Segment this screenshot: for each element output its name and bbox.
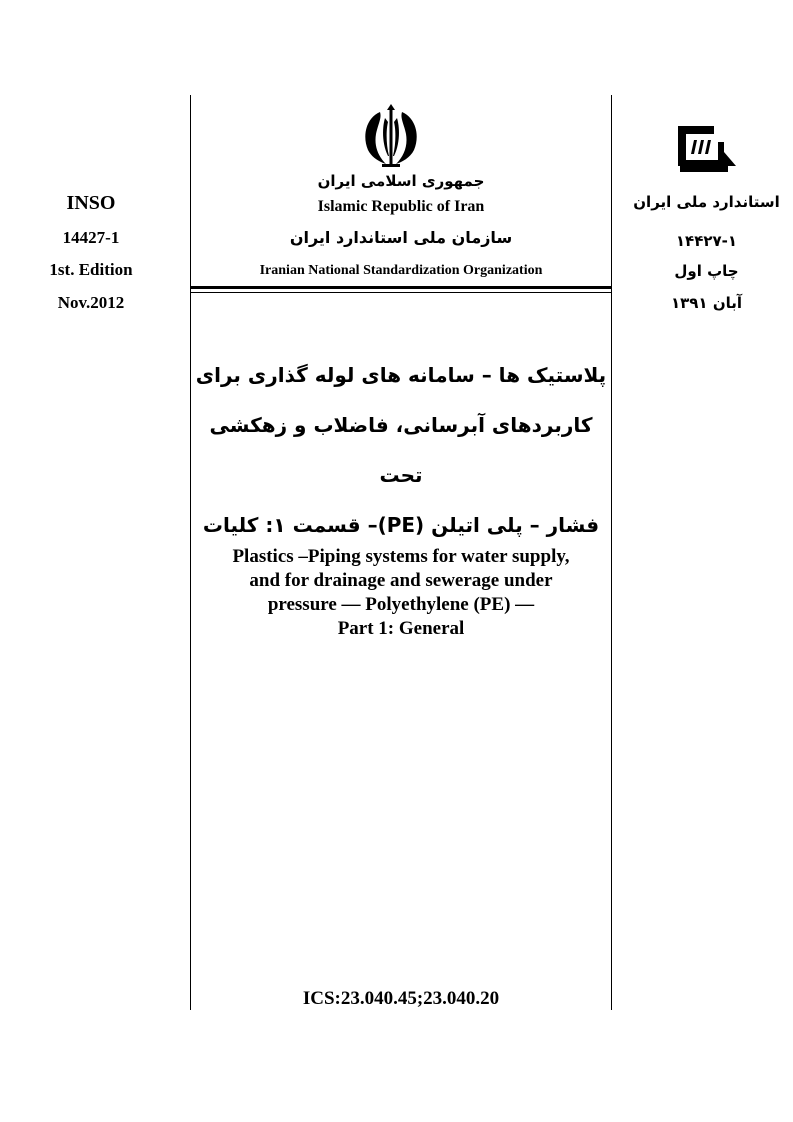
right-divider (611, 95, 612, 1010)
isiri-logo (670, 120, 742, 178)
title-fa-line-3: فشار – پلی اتیلن (PE)– قسمت ۱: کلیات (202, 513, 600, 537)
standard-number-fa: ۱۴۴۲۷-۱ (675, 232, 738, 250)
date: Nov.2012 (57, 293, 125, 312)
republic-fa: جمهوری اسلامی ایران (317, 172, 485, 190)
title-fa (191, 350, 611, 550)
iran-emblem-icon (356, 104, 426, 170)
title-fa-line-2: کاربردهای آبرسانی، فاضلاب و زهکشی تحت (209, 413, 593, 487)
title-en-line-1: Plastics –Piping systems for water supply, (232, 546, 570, 567)
right-column (620, 190, 793, 322)
edition: 1st. Edition (49, 260, 133, 279)
standard-number: 14427-1 (62, 228, 120, 247)
standard-title-fa: استاندارد ملی ایران (633, 193, 780, 211)
title-en-line-4: Part 1: General (337, 618, 465, 639)
title-en-line-3: pressure — Polyethylene (PE) — (267, 594, 535, 615)
date-fa: آبان ۱۳۹۱ (670, 294, 743, 312)
organization-fa: سازمان ملی استاندارد ایران (289, 228, 513, 247)
organization-en: Iranian National Standardization Organization (259, 263, 543, 278)
title-en-line-2: and for drainage and sewerage under (249, 570, 553, 591)
isiri-logo-icon (670, 120, 742, 178)
republic-en: Islamic Republic of Iran (317, 198, 485, 215)
edition-fa: چاپ اول (674, 262, 739, 280)
title-en (191, 545, 611, 641)
left-column (0, 192, 182, 320)
header-rule-thin (191, 292, 611, 293)
iran-emblem (356, 104, 426, 170)
ics-code: ICS:23.040.45;23.040.20 (302, 988, 500, 1009)
header-rule (191, 286, 611, 289)
title-fa-line-1: پلاستیک ها – سامانه های لوله گذاری برای (195, 363, 607, 387)
org-code: INSO (66, 192, 116, 214)
